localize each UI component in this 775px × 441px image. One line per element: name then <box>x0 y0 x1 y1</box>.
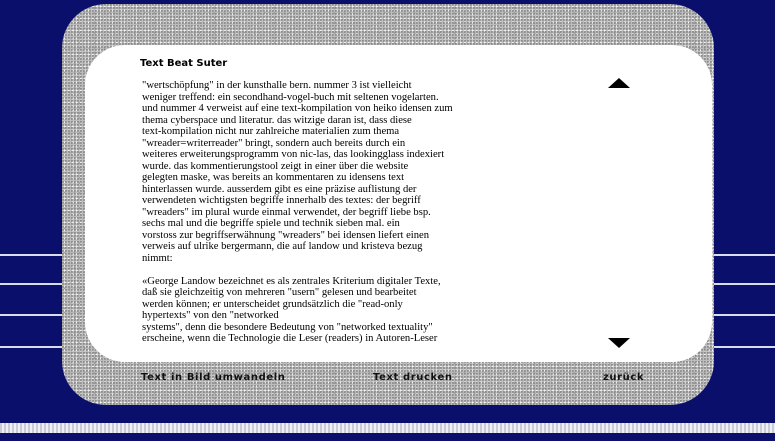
page-title: Text Beat Suter <box>140 58 228 69</box>
text-paragraph: «George Landow bezeichnet es als zentrales Kriterium digitaler Texte, daß sie gleichzeitig von mehreren "usern" gelesen und bearbeitet werden können; er unterscheidet grundsätzlich die "read-only hypertexts" von den "networked systems", denn die besondere Bedeutung von "networked textuality" erscheine, wenn die Technologie die Leser (readers) in Autoren-Leser <box>142 275 441 344</box>
text-scroll-area[interactable] <box>142 80 472 344</box>
scroll-up-icon[interactable] <box>608 78 630 88</box>
back-link[interactable]: zurück <box>603 372 645 383</box>
print-text-link[interactable]: Text drucken <box>373 372 453 383</box>
bottom-band <box>0 423 775 433</box>
text-to-image-link[interactable]: Text in Bild umwandeln <box>141 372 286 383</box>
text-paragraph: "wertschöpfung" in der kunsthalle bern. nummer 3 ist vielleicht weniger treffend: ein secondhand-vogel-buch mit seltenen vogelarten. und nummer 4 verweist auf eine text-kompilation von heiko idensen zum thema cyberspace und literatur. das witzige daran ist, dass diese text-kompilation nicht nur zahlreiche materialien zum thema "wreader=writerreader" bringt, sondern auch bereits durch ein weiteres erweiterungsprogramm von nic-las, das lookingglass indexiert wurde. das kommentierungstool zeigt in einer über die website gelegten maske, was bereits an kommentaren zu idensens text hinterlassen wurde. ausserdem gibt es eine präzise auflistung der verwendeten wichtigsten begriffe innerhalb des textes: der begriff "wreaders" im plural wurde einmal verwendet, der begriff liebe bsp. sechs mal und die begriffe spiele und technik sieben mal. ein vorstoss zur begriffserwähnung "wreaders" bei idensen liefert einen verweis auf ulrike bergermann, die auf landow und kristeva bezug nimmt: <box>142 80 453 264</box>
scroll-down-icon[interactable] <box>608 338 630 348</box>
